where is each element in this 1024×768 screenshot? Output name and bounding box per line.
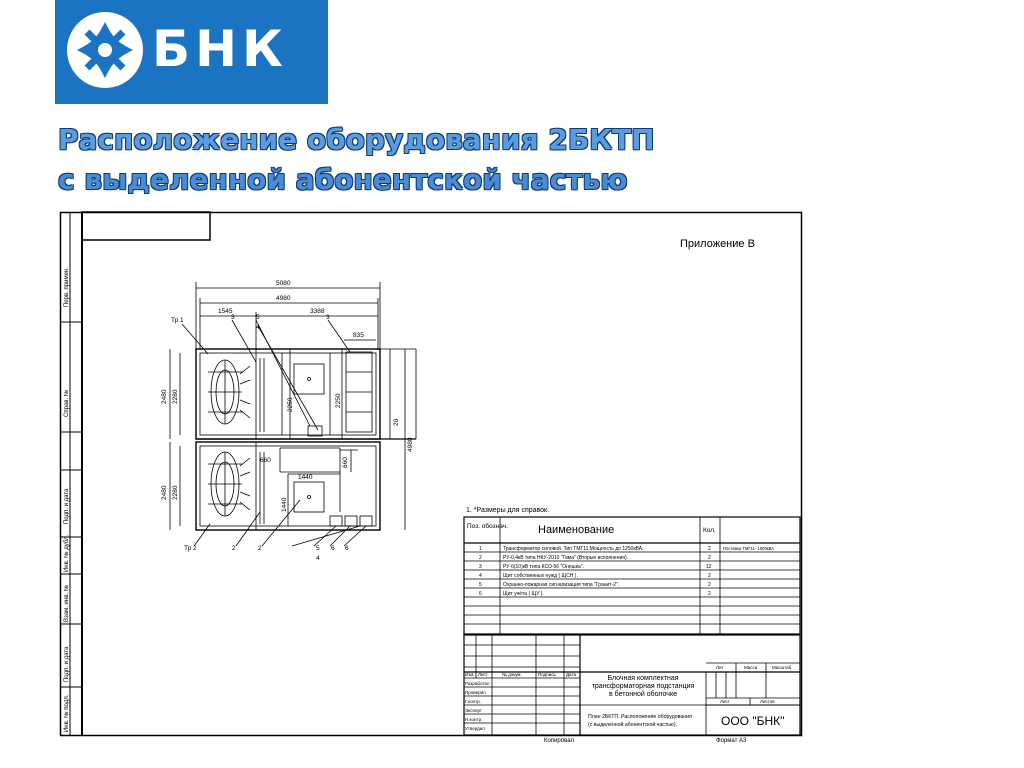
tb-sheets: Листов — [760, 699, 775, 704]
dim-2280-bot: 2280 — [172, 485, 179, 500]
stamp-inv-podl: Инв. № подл. — [64, 694, 70, 732]
label-6a: 6 — [331, 545, 335, 552]
tb-copied: Копировал — [544, 738, 575, 744]
row-name: РУ-0,4кВ типа НКУ-2010 "Гама" (Вторые исполнения). — [503, 555, 629, 561]
tb-sign: Подпись — [538, 672, 556, 677]
brand-logo — [55, 0, 328, 104]
title-line-1: Расположение оборудования 2БКТП — [58, 123, 655, 156]
tb-utv: Утвердил — [465, 726, 485, 731]
doc-name-line: в бетонной оболочке — [609, 691, 677, 698]
spec-row — [479, 545, 774, 552]
label-2b: 2 — [258, 545, 262, 552]
row-qty: 12 — [706, 564, 712, 570]
tb-razr: Разработал — [465, 681, 490, 686]
tb-company: ООО "БНК" — [721, 714, 785, 728]
row-pos: 5 — [479, 582, 482, 588]
dim-2480-bot: 2480 — [161, 485, 168, 500]
row-pos: 3 — [479, 564, 482, 570]
label-4-top: 4 — [256, 324, 260, 331]
dim-1545: 1545 — [218, 308, 233, 315]
row-qty: 2 — [708, 555, 711, 561]
dim-835: 835 — [353, 332, 364, 339]
row-qty: 2 — [708, 582, 711, 588]
row-qty: 2 — [708, 573, 711, 579]
row-pos: 2 — [479, 555, 482, 561]
drawing-sheet — [60, 212, 802, 744]
dim-1440-a: 1440 — [298, 474, 313, 481]
col-qty-header: Кол. — [703, 527, 716, 534]
dim-660-a: 660 — [260, 457, 271, 464]
col-name-header: Наименование — [538, 524, 615, 536]
row-name: Охранно-пожарная сигнализация типа "Гранит-2". — [503, 582, 620, 588]
stamp-perv: Перв. примен. — [64, 267, 70, 307]
row-name: Щит учёта ( ЩУ ). — [503, 591, 544, 597]
tb-prov: Проверил — [465, 690, 486, 695]
tb-lit: Лит — [716, 665, 724, 670]
tb-list: Лист — [478, 672, 488, 677]
stamp-podp-2: Подп. и дата — [64, 646, 70, 682]
row-name: Трансформатор силовой. Тип ТМГ11.Мощность до 1250кВА. — [503, 546, 644, 552]
dimension-note: 1. *Размеры для справок. — [466, 507, 550, 514]
title-line-2: с выделенной абонентской частью — [58, 163, 628, 196]
label-3a: 3 — [231, 314, 235, 321]
row-qty: 2 — [708, 591, 711, 597]
dim-2480-top: 2480 — [161, 389, 168, 404]
dim-4980: 4980 — [276, 295, 291, 302]
dim-20: 20 — [393, 418, 400, 426]
row-pos: 4 — [479, 573, 482, 579]
row-name: РУ-6(10)кВ типа КСО-56 "Онешка". — [503, 564, 584, 570]
tb-doc: № докум. — [502, 672, 522, 677]
brand-name: БНК — [152, 20, 288, 78]
tb-gkontr: Г.контр. — [465, 699, 481, 704]
row-note: Поставка ТМГ11- 1000кВА — [723, 546, 775, 551]
drawing-svg — [60, 212, 802, 744]
row-qty: 2 — [708, 546, 711, 552]
tb-nkontr: Н.контр. — [465, 717, 483, 722]
label-5-top: 5 — [256, 314, 260, 321]
stamp-vzam: Взам. инв. № — [64, 584, 70, 622]
tb-izm: Изм. — [465, 672, 475, 677]
col-pos-header: Поз. обознач. — [467, 523, 508, 530]
dim-2250-b: 2250 — [335, 393, 342, 408]
dim-2250-a: 2250 — [287, 397, 294, 412]
dim-660-b: 660 — [342, 457, 349, 468]
tb-ekspert: Эксперт — [465, 708, 482, 713]
stamp-inv-dubl: Инв. № дубл. — [64, 534, 70, 572]
row-pos: 1 — [479, 546, 482, 552]
dim-4980-v: 4980 — [407, 437, 414, 452]
label-6b: 6 — [345, 545, 349, 552]
stamp-sprav: Справ. № — [64, 389, 70, 417]
tb-sheet: Лист — [720, 699, 730, 704]
appendix-label: Приложение В — [680, 238, 755, 250]
dim-5080: 5080 — [276, 280, 291, 287]
slide-title — [58, 120, 758, 200]
doc-name-line: трансформаторная подстанция — [591, 683, 695, 690]
row-name: Щит собственных нужд ( ЩСН ). — [503, 573, 578, 579]
brand-mark-icon — [65, 10, 145, 90]
label-tp1: Тр 1 — [171, 317, 184, 324]
plan-line: План 2БКТП. Расположение оборудования — [588, 714, 692, 720]
tb-mass: Масса — [744, 665, 758, 670]
dim-3388: 3388 — [310, 308, 325, 315]
label-3b: 3 — [326, 314, 330, 321]
doc-name-line: Блочная комплектная — [607, 675, 679, 682]
label-4-bot: 4 — [316, 555, 320, 562]
label-2a: 2 — [232, 545, 236, 552]
label-tp2: Тр 2 — [184, 545, 197, 552]
row-pos: 6 — [479, 591, 482, 597]
stamp-podp-1: Подп. и дата — [64, 488, 70, 524]
tb-format: Формат А3 — [716, 738, 747, 744]
tb-scale: Масштаб — [772, 665, 792, 670]
dim-1440-b: 1440 — [281, 497, 288, 512]
label-5-bot: 5 — [316, 545, 320, 552]
plan-line: (с выделенной абонентской частью). — [588, 722, 677, 728]
tb-date: Дата — [566, 672, 576, 677]
dim-2280-top: 2280 — [172, 389, 179, 404]
